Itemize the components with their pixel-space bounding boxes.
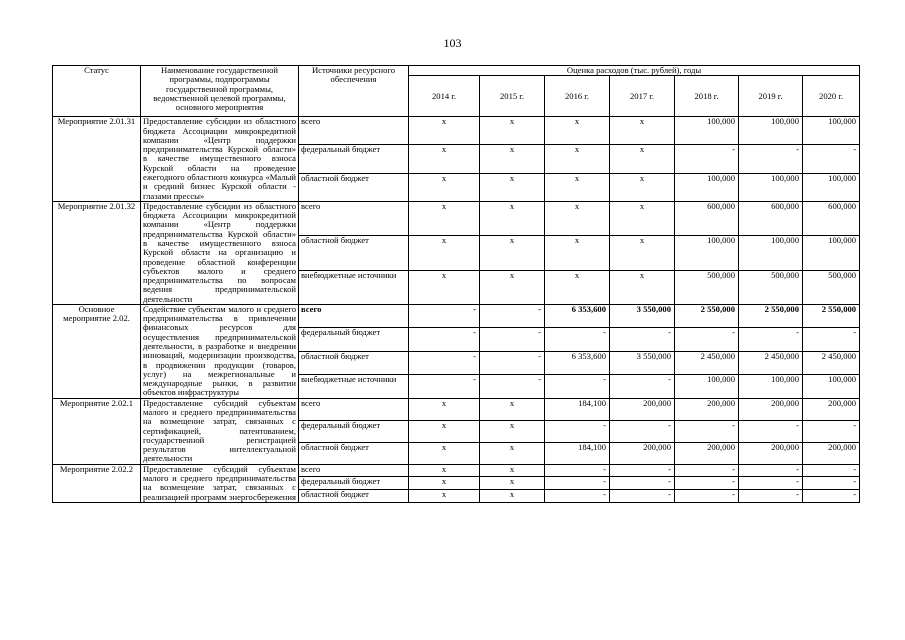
value-cell: - <box>675 490 739 503</box>
value-cell: 600,000 <box>675 201 739 235</box>
value-cell: 200,000 <box>803 398 860 420</box>
header-status: Статус <box>53 66 141 117</box>
value-cell: - <box>409 351 480 374</box>
value-cell: 100,000 <box>803 117 860 145</box>
header-year: 2015 г. <box>480 76 545 117</box>
header-source: Источники ресурсного обеспечения <box>299 66 409 117</box>
value-cell: - <box>409 328 480 351</box>
value-cell: 200,000 <box>675 442 739 464</box>
value-cell: 100,000 <box>675 375 739 398</box>
value-cell: - <box>803 464 860 477</box>
table-row <box>53 117 860 145</box>
value-cell: 100,000 <box>675 117 739 145</box>
value-cell: x <box>409 117 480 145</box>
source-cell: областной бюджет <box>299 236 409 270</box>
value-cell: x <box>610 173 675 201</box>
value-cell: - <box>480 375 545 398</box>
value-cell: 500,000 <box>739 270 803 304</box>
source-cell: всего <box>299 201 409 235</box>
value-cell: - <box>739 328 803 351</box>
source-cell: федеральный бюджет <box>299 477 409 490</box>
value-cell: - <box>545 375 610 398</box>
source-cell: областной бюджет <box>299 351 409 374</box>
value-cell: x <box>545 145 610 173</box>
value-cell: x <box>480 145 545 173</box>
value-cell: - <box>610 490 675 503</box>
value-cell: - <box>675 328 739 351</box>
value-cell: x <box>545 270 610 304</box>
value-cell: 500,000 <box>803 270 860 304</box>
value-cell: 2 450,000 <box>739 351 803 374</box>
value-cell: x <box>480 173 545 201</box>
value-cell: x <box>545 236 610 270</box>
value-cell: x <box>409 477 480 490</box>
value-cell: - <box>545 477 610 490</box>
value-cell: x <box>409 398 480 420</box>
value-cell: - <box>739 490 803 503</box>
value-cell: - <box>675 477 739 490</box>
activity-name-cell: Содействие субъектам малого и среднего предпринимательства в привлечении финансовых ресурсов для осуществления предпринимательской деятельности, в разработке и внедрении инноваций, модернизации производства, в продвижении продукции (товаров, услуг) на межрегиональные и международные рынки, в развитии объектов инфраструктуры <box>141 304 299 398</box>
value-cell: 184,100 <box>545 398 610 420</box>
table-row <box>53 398 860 420</box>
value-cell: - <box>545 328 610 351</box>
value-cell: x <box>610 270 675 304</box>
value-cell: x <box>610 236 675 270</box>
header-year: 2018 г. <box>675 76 739 117</box>
value-cell: 6 353,600 <box>545 351 610 374</box>
status-cell: Мероприятие 2.01.31 <box>53 117 141 202</box>
source-cell: всего <box>299 117 409 145</box>
value-cell: 200,000 <box>675 398 739 420</box>
value-cell: 200,000 <box>610 398 675 420</box>
value-cell: - <box>803 477 860 490</box>
source-cell: областной бюджет <box>299 490 409 503</box>
value-cell: x <box>610 145 675 173</box>
value-cell: - <box>610 477 675 490</box>
value-cell: 184,100 <box>545 442 610 464</box>
value-cell: 2 550,000 <box>739 304 803 327</box>
value-cell: 100,000 <box>803 375 860 398</box>
value-cell: - <box>675 420 739 442</box>
value-cell: 2 550,000 <box>675 304 739 327</box>
value-cell: x <box>480 442 545 464</box>
value-cell: - <box>675 145 739 173</box>
value-cell: 100,000 <box>739 117 803 145</box>
page-number: 103 <box>443 36 462 50</box>
header-year: 2017 г. <box>610 76 675 117</box>
status-cell: Мероприятие 2.02.2 <box>53 464 141 502</box>
value-cell: x <box>480 270 545 304</box>
source-cell: всего <box>299 304 409 327</box>
value-cell: 2 550,000 <box>803 304 860 327</box>
value-cell: x <box>409 270 480 304</box>
value-cell: x <box>409 420 480 442</box>
table-row <box>53 201 860 235</box>
value-cell: 6 353,600 <box>545 304 610 327</box>
value-cell: x <box>545 173 610 201</box>
value-cell: x <box>480 201 545 235</box>
header-year: 2019 г. <box>739 76 803 117</box>
value-cell: 600,000 <box>803 201 860 235</box>
expenditure-table <box>52 65 860 503</box>
value-cell: 100,000 <box>739 375 803 398</box>
source-cell: внебюджетные источники <box>299 375 409 398</box>
activity-name-cell: Предоставление субсидий субъектам малого и среднего предпринимательства на возмещение затрат, связанных с реализацией программ энергосбережения <box>141 464 299 502</box>
status-cell: Основное мероприятие 2.02. <box>53 304 141 398</box>
value-cell: - <box>739 420 803 442</box>
value-cell: 100,000 <box>803 236 860 270</box>
value-cell: 100,000 <box>739 173 803 201</box>
value-cell: x <box>409 236 480 270</box>
header-year: 2014 г. <box>409 76 480 117</box>
value-cell: - <box>480 328 545 351</box>
value-cell: - <box>610 328 675 351</box>
value-cell: 3 550,000 <box>610 351 675 374</box>
value-cell: - <box>409 304 480 327</box>
value-cell: 200,000 <box>739 398 803 420</box>
source-cell: внебюджетные источники <box>299 270 409 304</box>
value-cell: - <box>409 375 480 398</box>
value-cell: - <box>480 351 545 374</box>
value-cell: - <box>739 477 803 490</box>
source-cell: федеральный бюджет <box>299 420 409 442</box>
value-cell: - <box>545 420 610 442</box>
value-cell: - <box>610 420 675 442</box>
value-cell: - <box>610 464 675 477</box>
value-cell: - <box>610 375 675 398</box>
value-cell: 200,000 <box>803 442 860 464</box>
activity-name-cell: Предоставление субсидий субъектам малого и среднего предпринимательства на возмещение затрат, связанных с сертификацией, патентованием, государственной регистрацией результатов интеллектуальной деятельности <box>141 398 299 464</box>
status-cell: Мероприятие 2.02.1 <box>53 398 141 464</box>
value-cell: x <box>409 145 480 173</box>
value-cell: - <box>803 145 860 173</box>
value-cell: - <box>739 145 803 173</box>
value-cell: x <box>480 490 545 503</box>
value-cell: x <box>480 420 545 442</box>
table-header <box>53 66 860 117</box>
table-row <box>53 304 860 327</box>
value-cell: 100,000 <box>675 236 739 270</box>
status-cell: Мероприятие 2.01.32 <box>53 201 141 304</box>
header-year: 2016 г. <box>545 76 610 117</box>
value-cell: 500,000 <box>675 270 739 304</box>
source-cell: всего <box>299 464 409 477</box>
header-name: Наименование государственной программы, подпрограммы государственной программы, ведомственной целевой программы, основного мероприятия <box>141 66 299 117</box>
value-cell: - <box>803 490 860 503</box>
value-cell: x <box>480 398 545 420</box>
value-cell: - <box>480 304 545 327</box>
value-cell: - <box>675 464 739 477</box>
source-cell: областной бюджет <box>299 173 409 201</box>
value-cell: - <box>803 328 860 351</box>
activity-name-cell: Предоставление субсидии из областного бюджета Ассоциации микрокредитной компании «Центр поддержки предпринимательства Курской области» в качестве имущественного взноса Курской области на организацию и проведение областной конференции субъектов малого и среднего предпринимательства по вопросам ведения предпринимательской деятельности <box>141 201 299 304</box>
value-cell: x <box>409 464 480 477</box>
value-cell: - <box>545 464 610 477</box>
value-cell: 100,000 <box>739 236 803 270</box>
value-cell: 200,000 <box>610 442 675 464</box>
value-cell: 2 450,000 <box>803 351 860 374</box>
value-cell: x <box>545 201 610 235</box>
value-cell: - <box>803 420 860 442</box>
value-cell: x <box>480 117 545 145</box>
value-cell: x <box>545 117 610 145</box>
value-cell: - <box>739 464 803 477</box>
value-cell: x <box>409 201 480 235</box>
value-cell: x <box>409 490 480 503</box>
activity-name-cell: Предоставление субсидии из областного бюджета Ассоциации микрокредитной компании «Центр поддержки предпринимательства Курской области» в качестве имущественного взноса Курской области на проведение ежегодного областного конкурса «Малый и средний бизнес Курской области - глазами прессы» <box>141 117 299 202</box>
value-cell: 3 550,000 <box>610 304 675 327</box>
header-year: 2020 г. <box>803 76 860 117</box>
value-cell: x <box>480 477 545 490</box>
value-cell: 200,000 <box>739 442 803 464</box>
source-cell: областной бюджет <box>299 442 409 464</box>
value-cell: x <box>610 201 675 235</box>
value-cell: x <box>409 173 480 201</box>
value-cell: x <box>409 442 480 464</box>
value-cell: 600,000 <box>739 201 803 235</box>
source-cell: всего <box>299 398 409 420</box>
source-cell: федеральный бюджет <box>299 145 409 173</box>
table-body <box>53 117 860 503</box>
value-cell: x <box>480 464 545 477</box>
value-cell: 2 450,000 <box>675 351 739 374</box>
value-cell: - <box>545 490 610 503</box>
value-cell: x <box>480 236 545 270</box>
table-row <box>53 464 860 477</box>
value-cell: x <box>610 117 675 145</box>
source-cell: федеральный бюджет <box>299 328 409 351</box>
value-cell: 100,000 <box>675 173 739 201</box>
header-estimate: Оценка расходов (тыс. рублей), годы <box>409 66 860 76</box>
value-cell: 100,000 <box>803 173 860 201</box>
